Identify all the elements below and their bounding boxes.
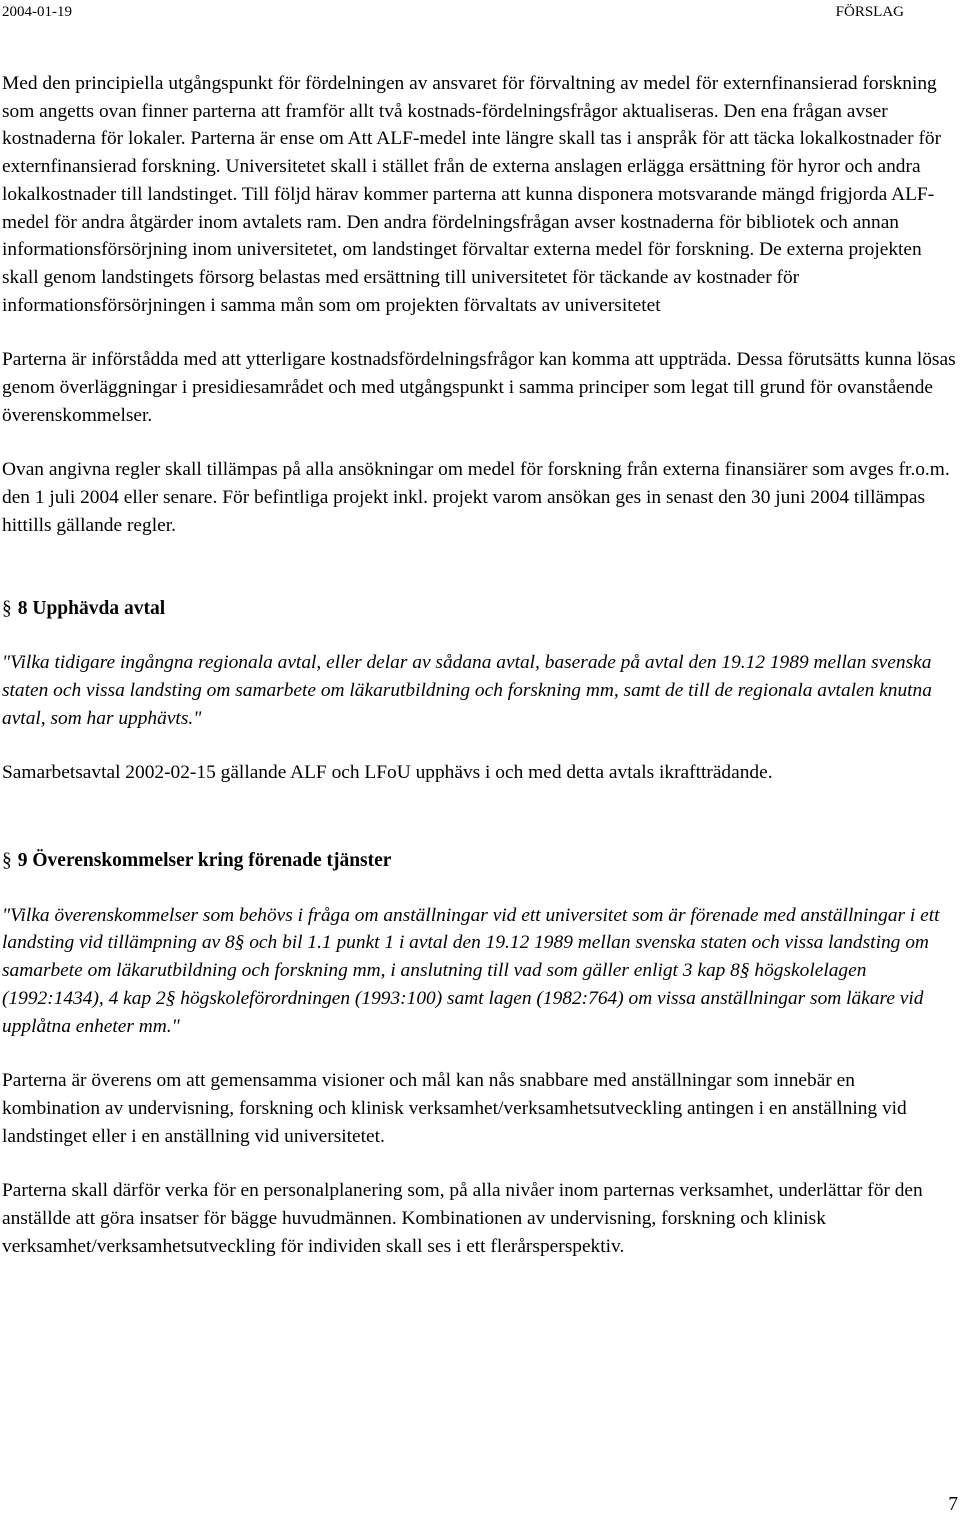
section-8-body: Samarbetsavtal 2002-02-15 gällande ALF och LFoU upphävs i och med detta avtals ikraftträdande. [2, 762, 773, 784]
section-sign-icon: § [2, 597, 12, 619]
section-9-title: 9 Överenskommelser kring förenade tjänster [17, 850, 392, 872]
page-number: 7 [948, 1494, 958, 1515]
section-9-quote: "Vilka överenskommelser som behövs i fråga om anställningar vid ett universitet som är förenade med anställningar i ett landsting vid tillämpning av 8§ och bil 1.1 punkt 1 i avtal den 19.12 1989 mellan svenska staten och vissa landsting om samarbete om läkarutbildning och forskning mm, i anslutning till vad som gäller enligt 3 kap 8§ högskolelagen (1992:1434), 4 kap 2§ högskoleförordningen (1993:100) samt lagen (1982:764) om vissa anställningar som läkare vid upplåtna enheter mm." [2, 904, 940, 1037]
section-9-paragraph-planning: Parterna skall därför verka för en personalplanering som, på alla nivåer inom parternas verksamhet, underlättar för den anställde att göra insatser för bägge huvudmännen. Kombinationen av undervisning, forskning och klinisk verksamhet/verksamhetsutveckling för individen skall ses i ett flerårsperspektiv. [2, 1180, 923, 1257]
paragraph-applicability: Ovan angivna regler skall tillämpas på alla ansökningar om medel för forskning från externa finansiärer som avges fr.o.m. den 1 juli 2004 eller senare. För befintliga projekt inkl. projekt varom ansökan ges in senast den 30 juni 2004 tillämpas hittills gällande regler. [2, 459, 950, 536]
document-status: FÖRSLAG [835, 4, 904, 20]
document-date: 2004-01-19 [2, 4, 72, 20]
page-header [0, 4, 960, 24]
paragraph-cost-allocation: Med den principiella utgångspunkt för fördelningen av ansvaret för förvaltning av medel för externfinansierad forskning som angetts ovan finner parterna att framför allt två kostnads-fördelningsfrågor aktualiseras. Den ena frågan avser kostnaderna för lokaler. Parterna är ense om Att ALF-medel inte längre skall tas i anspråk för att täcka lokalkostnader för externfinansierad forskning. Universitetet skall i stället från de externa anslagen erlägga ersättning för hyror och andra lokalkostnader till landstinget. Till följd härav kommer parterna att kunna disponera motsvarande mängd frigjorda ALF-medel för andra åtgärder inom avtalets ram. Den andra fördelningsfrågan avser kostnaderna för bibliotek och annan informationsförsörjning inom universitetet, om landstinget förvaltar externa medel för forskning. De externa projekten skall genom landstingets försorg belastas med ersättning till universitetet för täckande av kostnader för informationsförsörjningen i samma mån som om projekten förvaltats av universitetet [2, 73, 942, 316]
section-8-title: 8 Upphävda avtal [17, 597, 166, 619]
section-8-heading [2, 595, 957, 623]
paragraph-further-issues: Parterna är införstådda med att ytterligare kostnadsfördelningsfrågor kan komma att uppträda. Dessa förutsätts kunna lösas genom överläggningar i presidiesamrådet och med utgångspunkt i samma principer som legat till grund för ovanstående överenskommelser. [2, 349, 956, 426]
section-9-heading [2, 847, 957, 875]
section-sign-icon: § [2, 850, 12, 872]
section-8-quote: "Vilka tidigare ingångna regionala avtal, eller delar av sådana avtal, baserade på avtal den 19.12 1989 mellan svenska staten och vissa landsting om samarbete om läkarutbildning och forskning mm, samt de till de regionala avtalen knutna avtal, som har upphävts." [2, 652, 932, 729]
document-body [2, 70, 957, 1261]
section-9-paragraph-visions: Parterna är överens om att gemensamma visioner och mål kan nås snabbare med anställningar som innebär en kombination av undervisning, forskning och klinisk verksamhet/verksamhetsutveckling antingen i en anställning vid landstinget eller i en anställning vid universitetet. [2, 1070, 907, 1147]
